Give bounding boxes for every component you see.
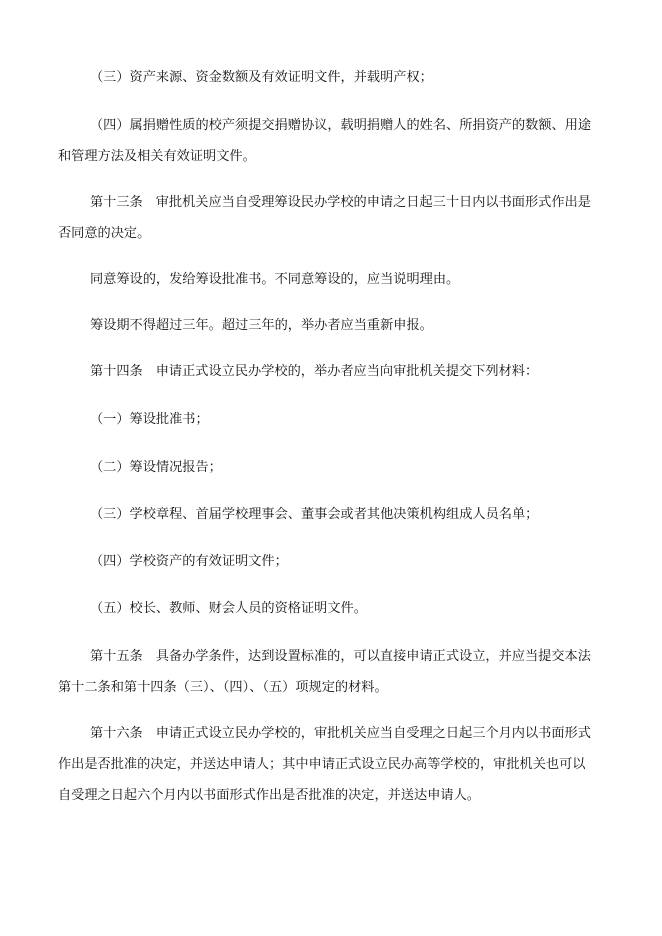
article-text: 申请正式设立民办学校的，举办者应当向审批机关提交下列材料： — [155, 364, 539, 379]
paragraph-donation — [58, 110, 610, 172]
text-line — [58, 187, 610, 218]
text-line: 和管理方法及相关有效证明文件。 — [58, 149, 256, 164]
list-item-4 — [90, 546, 610, 577]
article-label: 第十四条 — [90, 364, 143, 379]
text-line: （三）学校章程、首届学校理事会、董事会或者其他决策机构组成人员名单； — [90, 507, 539, 522]
list-item-5 — [90, 593, 610, 624]
paragraph-approval — [90, 264, 610, 295]
text-line — [58, 641, 610, 672]
text-line: 筹设期不得超过三年。超过三年的，举办者应当重新申报。 — [90, 318, 433, 333]
list-item-2 — [90, 452, 610, 483]
article-14 — [90, 356, 610, 387]
text-line: （二）筹设情况报告； — [90, 460, 222, 475]
paragraph-preparation-period — [90, 310, 610, 341]
text-line — [90, 356, 610, 387]
article-label: 第十三条 — [90, 195, 143, 210]
article-16 — [58, 718, 610, 811]
article-label: 第十六条 — [90, 726, 143, 741]
article-text: 审批机关应当自受理筹设民办学校的申请之日起三十日内以书面形式作出是 — [155, 195, 591, 210]
list-item-3 — [90, 499, 610, 530]
article-15 — [58, 641, 610, 703]
article-13 — [58, 187, 610, 249]
text-line: （四）学校资产的有效证明文件； — [90, 554, 288, 569]
text-line: （四）属捐赠性质的校产须提交捐赠协议，载明捐赠人的姓名、所捐资产的数额、用途 — [90, 118, 592, 133]
text-line: 第十二条和第十四条（三）、（四）、（五）项规定的材料。 — [58, 680, 388, 695]
list-item-1 — [90, 404, 610, 435]
text-line: （五）校长、教师、财会人员的资格证明文件。 — [90, 601, 367, 616]
article-label: 第十五条 — [90, 649, 143, 664]
text-line: （一）筹设批准书； — [90, 412, 209, 427]
article-text: 申请正式设立民办学校的，审批机关应当自受理之日起三个月内以书面形式 — [155, 726, 591, 741]
text-line: 自受理之日起六个月内以书面形式作出是否批准的决定，并送达申请人。 — [58, 788, 480, 803]
text-line: 否同意的决定。 — [58, 226, 151, 241]
article-text: 具备办学条件，达到设置标准的，可以直接申请正式设立，并应当提交本法 — [155, 649, 591, 664]
paragraph-asset-source — [90, 62, 610, 93]
text-line: 同意筹设的，发给筹设批准书。不同意筹设的，应当说明理由。 — [90, 272, 460, 287]
text-line: （三）资产来源、资金数额及有效证明文件，并载明产权； — [90, 70, 433, 85]
text-line — [58, 718, 610, 749]
text-line: 作出是否批准的决定，并送达申请人；其中申请正式设立民办高等学校的，审批机关也可以 — [58, 757, 586, 772]
